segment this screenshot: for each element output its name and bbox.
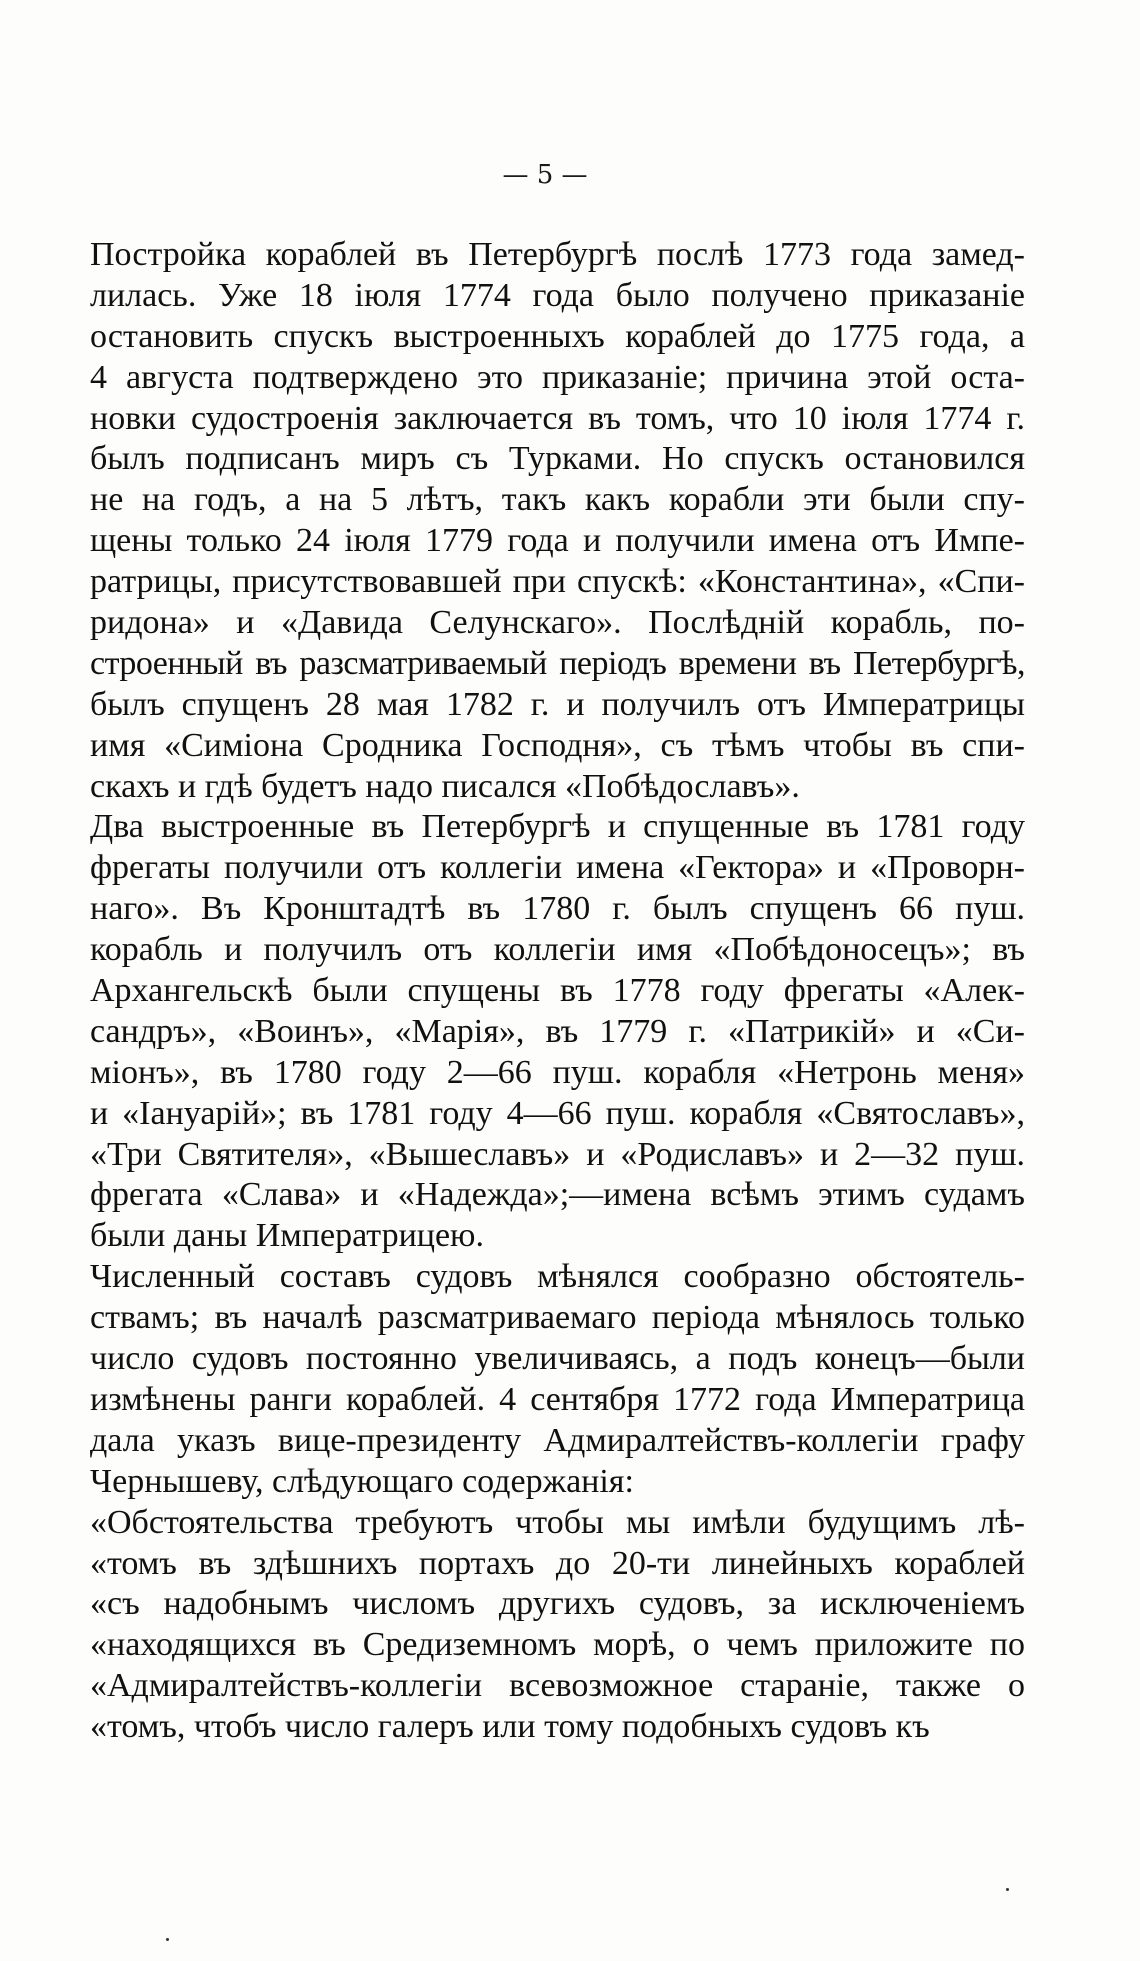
text-line: фрегата «Слава» и «Надежда»;—имена всѣмъ этимъ судамъ <box>90 1176 1025 1214</box>
text-line: Постройка кораблей въ Петербургѣ послѣ 1773 года замед- <box>90 236 1025 273</box>
text-line: щены только 24 іюля 1779 года и получили имена отъ Импе- <box>90 522 1025 560</box>
text-line: ратрицы, присутствовавшей при спускѣ: «Константина», «Спи- <box>90 563 1025 601</box>
text-line: дала указъ вице-президенту Адмиралтействъ-коллегіи графу <box>90 1421 1025 1459</box>
page-number: — 5 — <box>502 160 588 190</box>
text-line: имя «Симіона Сродника Господня», съ тѣмъ чтобы въ спи- <box>90 726 1025 764</box>
scan-speck <box>166 1938 169 1941</box>
text-line: скахъ и гдѣ будетъ надо писался «Побѣдославъ». <box>90 767 800 805</box>
text-line: міонъ», въ 1780 году 2—66 пуш. корабля «Нетронь меня» <box>90 1053 1025 1091</box>
text-line: «томъ въ здѣшнихъ портахъ до 20-ти линейныхъ кораблей <box>90 1544 1025 1582</box>
text-line: Два выстроенные въ Петербургѣ и спущенные въ 1781 году <box>90 808 1025 846</box>
text-line: не на годъ, а на 5 лѣтъ, такъ какъ корабли эти были спу- <box>90 481 1025 519</box>
text-line: корабль и получилъ отъ коллегіи имя «Побѣдоносецъ»; въ <box>90 931 1025 969</box>
text-line: Архангельскѣ были спущены въ 1778 году фрегаты «Алек- <box>90 972 1025 1010</box>
text-line: наго». Въ Кронштадтѣ въ 1780 г. былъ спущенъ 66 пуш. <box>90 890 1025 928</box>
text-line: и «Іануарій»; въ 1781 году 4—66 пуш. корабля «Святославъ», <box>90 1094 1025 1132</box>
text-line: «съ надобнымъ числомъ другихъ судовъ, за исключеніемъ <box>90 1585 1025 1623</box>
text-line: «Три Святителя», «Вышеславъ» и «Родиславъ» и 2—32 пуш. <box>90 1135 1025 1173</box>
text-line: измѣнены ранги кораблей. 4 сентября 1772 года Императрица <box>90 1380 1025 1418</box>
body-text <box>90 235 1025 1748</box>
text-line: «Обстоятельства требуютъ чтобы мы имѣли будущимъ лѣ- <box>90 1503 1025 1541</box>
text-line: Чернышеву, слѣдующаго содержанія: <box>90 1462 634 1500</box>
text-line: сандръ», «Воинъ», «Марія», въ 1779 г. «Патрикій» и «Си- <box>90 1012 1025 1050</box>
text-line: остановить спускъ выстроенныхъ кораблей до 1775 года, а <box>90 317 1025 355</box>
text-line: Численный составъ судовъ мѣнялся сообразно обстоятель- <box>90 1258 1025 1296</box>
text-line: 4 августа подтверждено это приказаніе; причина этой оста- <box>90 358 1025 396</box>
text-line: былъ спущенъ 28 мая 1782 г. и получилъ отъ Императрицы <box>90 685 1025 723</box>
paragraph <box>90 235 1025 807</box>
text-line: «находящихся въ Средиземномъ морѣ, о чемъ приложите по <box>90 1626 1025 1664</box>
paragraph <box>90 807 1025 1257</box>
paragraph <box>90 1503 1025 1748</box>
text-line: ствамъ; въ началѣ разсматриваемаго періода мѣнялось только <box>90 1299 1025 1337</box>
text-line: «томъ, чтобъ число галеръ или тому подобныхъ судовъ къ <box>90 1708 930 1746</box>
text-line: строенный въ разсматриваемый періодъ времени въ Петербургѣ, <box>90 644 1025 682</box>
text-line: лилась. Уже 18 іюля 1774 года было получено приказаніе <box>90 276 1025 314</box>
text-line: были даны Императрицею. <box>90 1217 484 1255</box>
text-line: былъ подписанъ миръ съ Турками. Но спускъ остановился <box>90 440 1025 478</box>
text-line: число судовъ постоянно увеличиваясь, а подъ конецъ—были <box>90 1340 1025 1378</box>
paragraph <box>90 1257 1025 1502</box>
text-line: ридона» и «Давида Селунскаго». Послѣдній корабль, по- <box>90 604 1025 642</box>
text-line: новки судостроенія заключается въ томъ, что 10 іюля 1774 г. <box>90 399 1025 437</box>
text-line: фрегаты получили отъ коллегіи имена «Гектора» и «Проворн- <box>90 849 1025 887</box>
text-line: «Адмиралтействъ-коллегіи всевозможное стараніе, также о <box>90 1667 1025 1705</box>
scan-speck <box>1006 1888 1009 1891</box>
